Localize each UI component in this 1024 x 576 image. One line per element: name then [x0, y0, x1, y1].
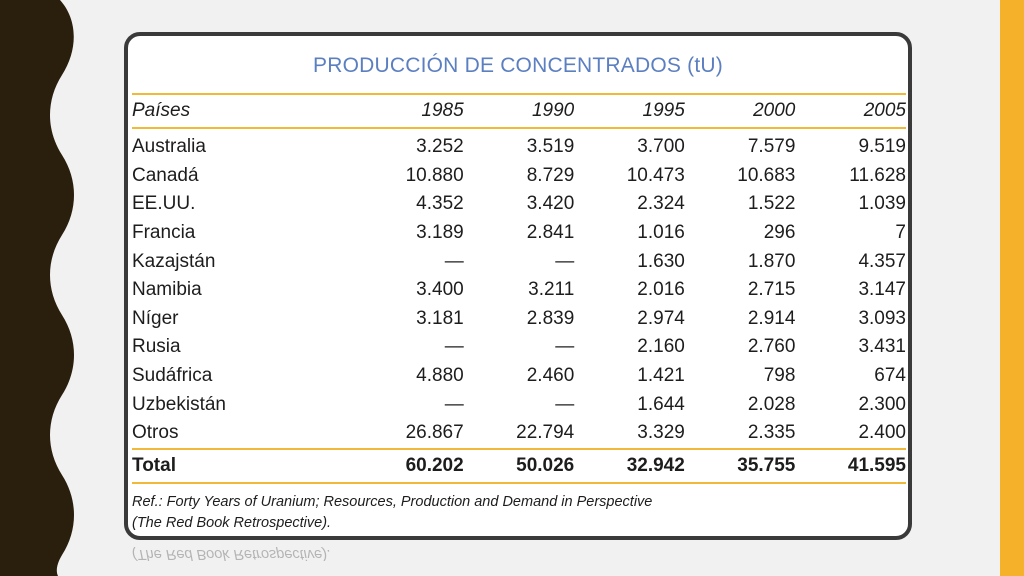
table-row — [132, 276, 906, 305]
table-cell: 10.683 — [737, 164, 796, 186]
table-cell: EE.UU. — [132, 193, 196, 215]
table-cell: 9.519 — [858, 136, 906, 158]
table-cell: 11.628 — [849, 164, 906, 186]
table-cell: 3.093 — [858, 307, 906, 329]
table-cell: 2.715 — [747, 279, 796, 301]
table-title: PRODUCCIÓN DE CONCENTRADOS (tU) — [313, 54, 723, 77]
table-cell: 35.755 — [737, 454, 796, 476]
total-row — [132, 449, 906, 483]
table-cell: 60.202 — [405, 454, 464, 476]
table-cell: Canadá — [132, 164, 199, 186]
table-cell: 3.519 — [526, 136, 575, 158]
table-cell: 296 — [763, 222, 796, 244]
table-cell: 2.016 — [637, 279, 685, 301]
table-cell: 2.460 — [526, 365, 575, 387]
card-reflection — [124, 544, 912, 576]
reference-line: (The Red Book Retrospective). — [132, 515, 332, 531]
table-cell: 2.760 — [747, 336, 796, 358]
table-cell: 1.522 — [747, 193, 796, 215]
table-row — [132, 305, 906, 334]
reference-line: Ref.: Forty Years of Uranium; Resources, Production and Demand in Perspective — [132, 494, 653, 510]
table-cell: 3.329 — [637, 422, 685, 444]
table-cell: Níger — [132, 307, 179, 329]
table-row — [132, 190, 906, 219]
table-row — [132, 247, 906, 276]
table-cell: 10.473 — [626, 164, 685, 186]
column-header: Países — [132, 100, 191, 121]
table-cell: 2.839 — [526, 307, 575, 329]
table-cell: 3.189 — [416, 222, 464, 244]
table-row — [132, 390, 906, 419]
table-cell: 3.147 — [858, 279, 906, 301]
table-cell: 1.644 — [637, 393, 685, 415]
decorative-wavy-band — [0, 0, 80, 576]
table-cell: 1.870 — [747, 250, 796, 272]
table-cell: 2.028 — [747, 393, 796, 415]
table-cell: — — [444, 250, 464, 272]
table-cell: 7.579 — [747, 136, 796, 158]
table-cell: 3.252 — [416, 136, 464, 158]
table-cell: 4.880 — [416, 365, 464, 387]
table-cell: — — [555, 250, 575, 272]
table-cell: 3.431 — [858, 336, 906, 358]
table-cell: — — [444, 393, 464, 415]
table-cell: 2.324 — [637, 193, 685, 215]
table-cell: — — [555, 393, 575, 415]
table-cell: — — [444, 336, 464, 358]
table-cell: Rusia — [132, 336, 181, 358]
table-row — [132, 419, 906, 449]
table-cell: 4.357 — [858, 250, 906, 272]
table-cell: 2.400 — [858, 422, 906, 444]
table-row — [132, 362, 906, 391]
column-header: 2000 — [753, 100, 796, 121]
table-cell: 674 — [874, 365, 906, 387]
table-cell: 3.181 — [416, 307, 464, 329]
table-image — [124, 32, 912, 540]
table-cell: 2.335 — [747, 422, 796, 444]
table-cell: 2.300 — [858, 393, 906, 415]
table-cell: 50.026 — [516, 454, 575, 476]
table-row — [132, 162, 906, 191]
table-cell: Sudáfrica — [132, 365, 213, 387]
table-row — [132, 333, 906, 362]
column-header: 1990 — [531, 100, 575, 121]
production-table — [132, 93, 906, 484]
table-cell: 10.880 — [405, 164, 464, 186]
table-cell: 798 — [763, 365, 796, 387]
table-cell: Uzbekistán — [132, 393, 226, 415]
reference-note — [132, 492, 652, 534]
table-cell: Namibia — [132, 279, 202, 301]
table-cell: 1.039 — [858, 193, 906, 215]
table-cell: 8.729 — [526, 164, 575, 186]
table-cell: Francia — [132, 222, 196, 244]
header-row — [132, 94, 906, 128]
reflected-reference: (The Red Book Retrospective). — [132, 546, 332, 562]
table-cell: 3.700 — [637, 136, 685, 158]
table-cell: 2.914 — [747, 307, 796, 329]
column-header: 1995 — [642, 100, 685, 121]
table-cell: 2.841 — [526, 222, 575, 244]
table-cell: 2.974 — [637, 307, 685, 329]
table-cell: 32.942 — [626, 454, 685, 476]
table-cell: 7 — [895, 222, 906, 244]
table-cell: 3.420 — [526, 193, 575, 215]
table-cell: 41.595 — [847, 454, 906, 476]
table-cell: Total — [132, 454, 176, 476]
table-cell: 4.352 — [416, 193, 464, 215]
table-cell: Otros — [132, 422, 179, 444]
table-cell: Kazajstán — [132, 250, 216, 272]
column-header: 1985 — [421, 100, 464, 121]
table-cell: 1.421 — [637, 365, 685, 387]
table-cell: — — [555, 336, 575, 358]
accent-bar — [1000, 0, 1024, 576]
table-cell: 26.867 — [405, 422, 464, 444]
table-cell: 2.160 — [637, 336, 685, 358]
table-row — [132, 219, 906, 248]
table-row — [132, 128, 906, 162]
table-cell: Australia — [132, 136, 206, 158]
table-cell: 1.016 — [637, 222, 685, 244]
table-cell: 3.211 — [528, 279, 575, 301]
table-cell: 3.400 — [416, 279, 464, 301]
column-header: 2005 — [863, 100, 906, 121]
table-cell: 1.630 — [637, 250, 685, 272]
table-cell: 22.794 — [516, 422, 575, 444]
